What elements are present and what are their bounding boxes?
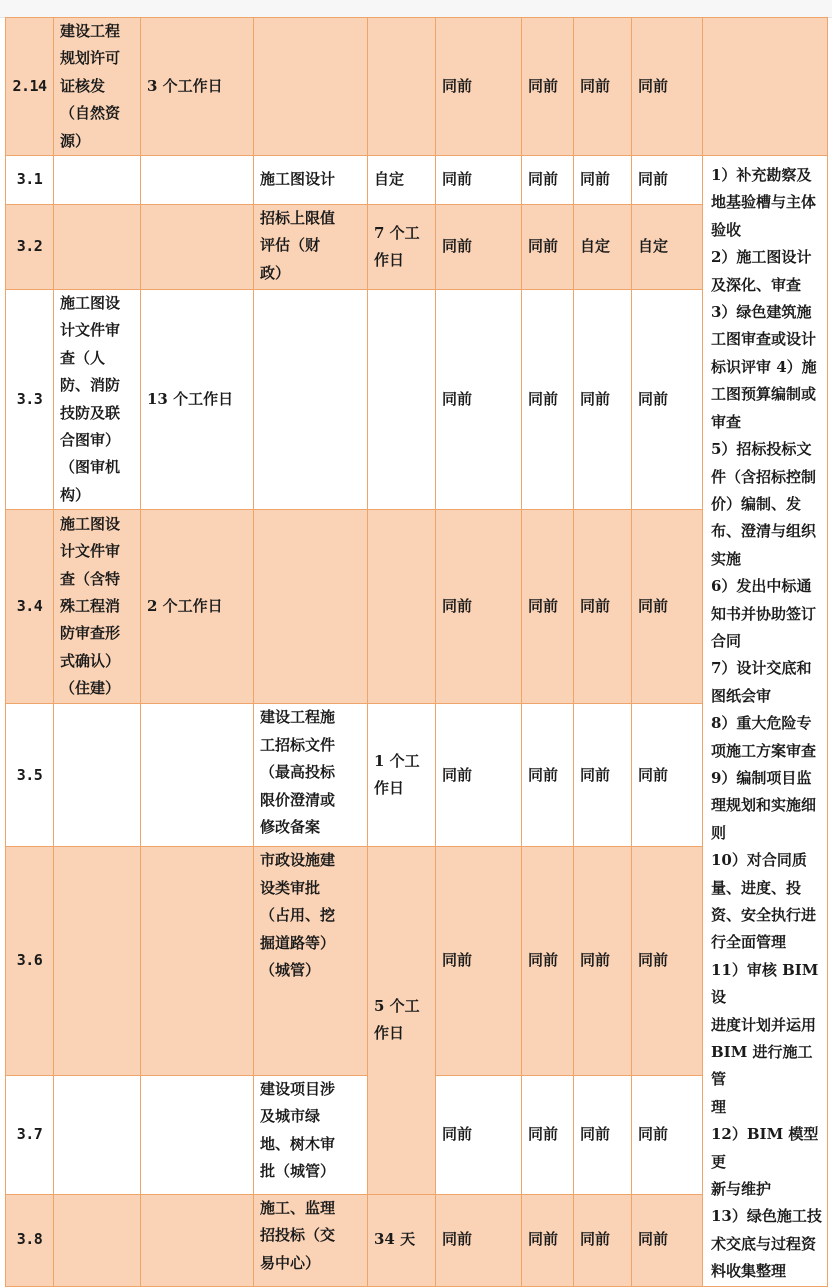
note-line: 10）对合同质 — [711, 851, 807, 870]
task-line: 工招标文件 — [260, 735, 336, 754]
note-line: 合同 — [711, 631, 742, 650]
item-line: 施工图设 — [60, 294, 121, 313]
note-line: 及深化、审查 — [711, 275, 802, 294]
task-cell — [254, 18, 368, 156]
status-c4: 同前 — [632, 156, 703, 205]
status-c4: 同前 — [632, 1194, 703, 1286]
time-line: 7 个工 — [374, 223, 420, 242]
approval-item-cell — [54, 205, 141, 290]
task-time-cell — [368, 18, 436, 156]
status-c2: 同前 — [522, 1075, 574, 1194]
approval-duration — [141, 847, 254, 1075]
row-number: 3.8 — [6, 1194, 54, 1286]
note-line: 术交底与过程资 — [711, 1234, 817, 1253]
note-line: 2）施工图设计 — [711, 248, 812, 267]
status-c3: 同前 — [574, 290, 632, 510]
item-line: 查（人 — [60, 348, 106, 367]
approval-duration — [141, 704, 254, 847]
task-line: 地、树木审 — [260, 1134, 336, 1153]
task-line: 市政设施建 — [260, 851, 336, 870]
item-line: 计文件审 — [60, 542, 121, 561]
status-c2: 同前 — [522, 156, 574, 205]
row-number: 3.5 — [6, 704, 54, 847]
task-cell — [254, 510, 368, 704]
note-line: 实施 — [711, 549, 742, 568]
task-time-cell — [368, 156, 436, 205]
status-c3: 自定 — [574, 205, 632, 290]
time-line: 34 天 — [374, 1230, 416, 1249]
status-c2: 同前 — [522, 1194, 574, 1286]
item-line: （图审机 — [60, 458, 121, 477]
item-line: （住建） — [60, 679, 121, 698]
task-line: 招投标（交 — [260, 1226, 336, 1245]
status-c1: 同前 — [436, 290, 522, 510]
status-c1: 同前 — [436, 205, 522, 290]
status-c3: 同前 — [574, 18, 632, 156]
status-c2: 同前 — [522, 290, 574, 510]
top-page-band — [0, 0, 832, 18]
status-c1: 同前 — [436, 847, 522, 1075]
approval-duration: 13 个工作日 — [141, 290, 254, 510]
task-line: （城管） — [260, 960, 321, 979]
status-c1: 同前 — [436, 510, 522, 704]
item-line: 构） — [60, 485, 91, 504]
task-cell — [254, 847, 368, 1075]
item-line: 建设工程 — [60, 22, 121, 40]
item-line: （自然资 — [60, 104, 121, 123]
status-c1: 同前 — [436, 1194, 522, 1286]
row-number: 3.6 — [6, 847, 54, 1075]
item-line: 查（含特 — [60, 569, 121, 588]
item-line: 殊工程消 — [60, 597, 121, 616]
item-line: 规划许可 — [60, 49, 121, 68]
task-cell — [254, 156, 368, 205]
item-line: 技防及联 — [60, 403, 121, 422]
notes-blank-cell — [703, 18, 828, 156]
note-line: 新与维护 — [711, 1180, 772, 1199]
status-c2: 同前 — [522, 704, 574, 847]
approval-duration — [141, 205, 254, 290]
task-line: 政） — [260, 263, 291, 282]
note-line: 行全面管理 — [711, 933, 787, 952]
task-line: （占用、挖 — [260, 906, 336, 925]
status-c3: 同前 — [574, 1075, 632, 1194]
task-line: 掘道路等） — [260, 933, 336, 952]
note-line: 工图预算编制或 — [711, 385, 817, 404]
task-line: 建设项目涉 — [260, 1079, 336, 1098]
task-line: （最高投标 — [260, 763, 336, 782]
approval-duration — [141, 1194, 254, 1286]
status-c3: 同前 — [574, 510, 632, 704]
task-line: 修改备案 — [260, 817, 321, 836]
status-c2: 同前 — [522, 18, 574, 156]
item-line: 合图审） — [60, 431, 121, 450]
status-c1: 同前 — [436, 1075, 522, 1194]
task-time-cell — [368, 290, 436, 510]
time-line: 1 个工 — [374, 751, 420, 770]
status-c3: 同前 — [574, 1194, 632, 1286]
task-time-cell — [368, 704, 436, 847]
note-line: 工图审查或设计 — [711, 330, 817, 349]
note-line: 11）审核 BIM 设 — [711, 960, 819, 1007]
note-line: 料收集整理 — [711, 1262, 787, 1281]
status-c1: 同前 — [436, 18, 522, 156]
note-line: 7）设计交底和 — [711, 659, 812, 678]
note-line: BIM 进行施工管 — [711, 1043, 813, 1089]
task-time-cell — [368, 510, 436, 704]
status-c4: 同前 — [632, 1075, 703, 1194]
task-cell — [254, 205, 368, 290]
item-line: 防审查形 — [60, 624, 121, 643]
note-line: 量、进度、投 — [711, 878, 802, 897]
task-cell — [254, 704, 368, 847]
note-line: 12）BIM 模型更 — [711, 1125, 819, 1171]
approval-item-cell — [54, 510, 141, 704]
approval-item-cell — [54, 156, 141, 205]
note-line: 8）重大危险专 — [711, 714, 812, 733]
note-line: 3）绿色建筑施 — [711, 303, 812, 322]
task-cell — [254, 1075, 368, 1194]
note-line: 理规划和实施细 — [711, 796, 817, 815]
note-line: 5）招标投标文 — [711, 440, 812, 459]
status-c4: 同前 — [632, 704, 703, 847]
status-c1: 同前 — [436, 156, 522, 205]
approval-item-cell — [54, 1075, 141, 1194]
row-number: 3.3 — [6, 290, 54, 510]
note-line: 项施工方案审查 — [711, 741, 817, 760]
note-line: 知书并协助签订 — [711, 604, 817, 623]
status-c4: 同前 — [632, 510, 703, 704]
task-time-cell — [368, 847, 436, 1194]
approval-item-cell — [54, 704, 141, 847]
task-cell — [254, 290, 368, 510]
task-line: 设类审批 — [260, 878, 321, 897]
approval-item-cell — [54, 847, 141, 1075]
status-c4: 同前 — [632, 18, 703, 156]
row-number: 3.1 — [6, 156, 54, 205]
task-line: 易中心） — [260, 1253, 321, 1272]
task-line: 限价澄清或 — [260, 790, 336, 809]
task-line: 及城市绿 — [260, 1107, 321, 1126]
task-line: 建设工程施 — [260, 708, 336, 727]
note-line: 件（含招标控制 — [711, 467, 817, 486]
status-c2: 同前 — [522, 510, 574, 704]
note-line: 13）绿色施工技 — [711, 1207, 822, 1226]
time-line: 自定 — [374, 170, 405, 189]
status-c3: 同前 — [574, 847, 632, 1075]
approval-duration — [141, 1075, 254, 1194]
note-line: 则 — [711, 823, 727, 842]
approval-duration: 2 个工作日 — [141, 510, 254, 704]
note-line: 图纸会审 — [711, 686, 772, 705]
status-c2: 同前 — [522, 847, 574, 1075]
item-line: 式确认） — [60, 651, 121, 670]
approval-duration: 3 个工作日 — [141, 18, 254, 156]
note-line: 标识评审 4）施 — [711, 357, 817, 376]
status-c4: 同前 — [632, 290, 703, 510]
approval-item-cell — [54, 290, 141, 510]
note-line: 9）编制项目监 — [711, 768, 812, 787]
task-line: 批（城管） — [260, 1161, 336, 1180]
note-line: 价）编制、发 — [711, 494, 802, 513]
note-line: 理 — [711, 1097, 727, 1116]
note-line: 审查 — [711, 412, 742, 431]
status-c3: 同前 — [574, 704, 632, 847]
status-c2: 同前 — [522, 205, 574, 290]
status-c1: 同前 — [436, 704, 522, 847]
task-cell — [254, 1194, 368, 1286]
task-line: 招标上限值 — [260, 209, 336, 228]
row-number: 3.2 — [6, 205, 54, 290]
row-number: 2.14 — [6, 18, 54, 156]
table-row — [6, 18, 828, 156]
time-line: 作日 — [374, 1024, 405, 1043]
time-line: 作日 — [374, 251, 405, 270]
item-line: 施工图设 — [60, 514, 121, 533]
note-line: 地基验槽与主体 — [711, 193, 817, 212]
task-line: 施工、监理 — [260, 1198, 336, 1217]
notes-cell — [703, 156, 828, 1287]
item-line: 证核发 — [60, 76, 106, 95]
table-row — [6, 156, 828, 205]
task-line: 施工图设计 — [260, 170, 336, 189]
task-time-cell — [368, 1194, 436, 1286]
note-line: 资、安全执行进 — [711, 906, 817, 924]
note-line: 1）补充勘察及 — [711, 166, 812, 185]
task-line: 评估（财 — [260, 236, 321, 255]
approval-item-cell — [54, 18, 141, 156]
time-line: 5 个工 — [374, 997, 420, 1016]
note-line: 进度计划并运用 — [711, 1015, 817, 1034]
note-line: 验收 — [711, 220, 742, 239]
row-number: 3.4 — [6, 510, 54, 704]
task-time-cell — [368, 205, 436, 290]
approval-item-cell — [54, 1194, 141, 1286]
status-c4: 自定 — [632, 205, 703, 290]
note-line: 6）发出中标通 — [711, 577, 812, 596]
row-number: 3.7 — [6, 1075, 54, 1194]
item-line: 防、消防 — [60, 376, 121, 395]
item-line: 计文件审 — [60, 321, 121, 340]
item-line: 源） — [60, 131, 91, 150]
note-line: 布、澄清与组织 — [711, 522, 817, 541]
time-line: 作日 — [374, 779, 405, 798]
status-c4: 同前 — [632, 847, 703, 1075]
status-c3: 同前 — [574, 156, 632, 205]
schedule-table — [5, 17, 828, 1287]
approval-duration — [141, 156, 254, 205]
